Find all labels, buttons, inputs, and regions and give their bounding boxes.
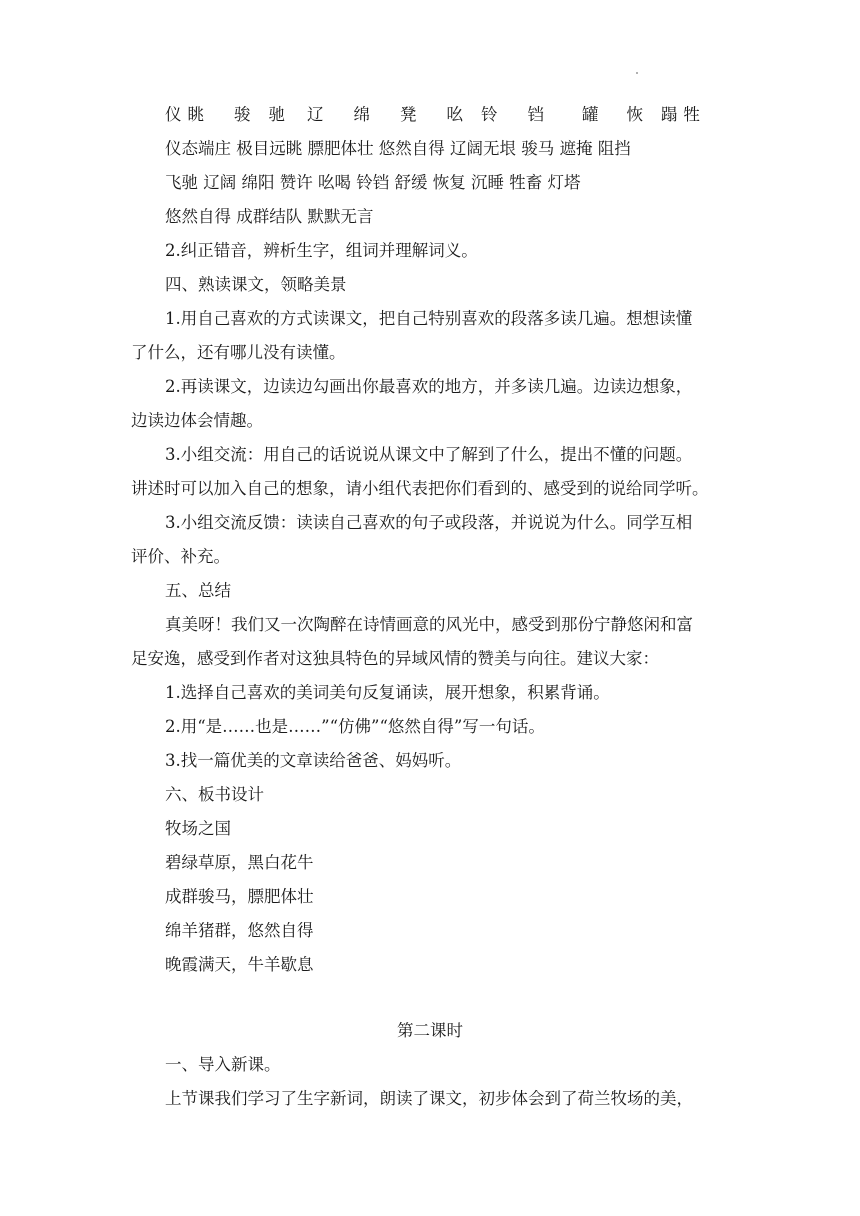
char: 辽 [307,105,324,124]
paragraph-line: 真美呀！我们又一次陶醉在诗情画意的风光中，感受到那份宁静悠闲和富 [165,615,693,634]
lesson-section-title: 第二课时 [397,1021,463,1040]
paragraph-line: 上节课我们学习了生字新词，朗读了课文，初步体会到了荷兰牧场的美， [165,1089,693,1108]
paragraph-line: 了什么，还有哪儿没有读懂。 [131,343,346,362]
board-design-line: 成群骏马，膘肥体壮 [165,887,314,906]
section-heading: 五、总结 [165,581,231,600]
char: 凳 [400,105,417,124]
paragraph-line: 3.小组交流：用自己的话说说从课文中了解到了什么，提出不懂的问题。 [165,445,693,464]
char: 驰 [268,105,285,124]
suggestion-line: 3.找一篇优美的文章读给爸爸、妈妈听。 [165,751,462,770]
vocabulary-line-1: 仪态端庄 极目远眺 膘肥体壮 悠然自得 辽阔无垠 骏马 遮掩 阻挡 [165,139,631,158]
vocabulary-line-2: 飞驰 辽阔 绵阳 赞许 吆喝 铃铛 舒缓 恢复 沉睡 牲畜 灯塔 [165,173,581,192]
char: 吆 [446,105,463,124]
section-heading: 四、熟读课文，领略美景 [165,275,347,294]
char: 骏 [234,105,251,124]
char: 眺 [187,105,204,124]
suggestion-line: 2.用“是……也是……”“仿佛”“悠然自得”写一句话。 [165,717,545,736]
page-mark [636,72,638,74]
paragraph-line: 2.再读课文，边读边勾画出你最喜欢的地方，并多读几遍。边读边想象， [165,377,693,396]
paragraph-line: 边读边体会情趣。 [131,411,263,430]
section-heading: 一、导入新课。 [165,1055,281,1074]
step-text: 2.纠正错音，辨析生字，组词并理解词义。 [165,241,478,260]
board-design-line: 晚霞满天，牛羊歇息 [165,955,314,974]
char: 罐 [582,105,599,124]
paragraph-line: 讲述时可以加入自己的想象，请小组代表把你们看到的、感受到的说给同学听。 [131,479,709,498]
char: 仪 [165,105,182,124]
suggestion-line: 1.选择自己喜欢的美词美句反复诵读，展开想象，积累背诵。 [165,683,610,702]
char: 恢 [626,105,643,124]
paragraph-line: 3.小组交流反馈：读读自己喜欢的句子或段落，并说说为什么。同学互相 [165,513,693,532]
char: 铛 [527,105,544,124]
new-characters-row [165,105,700,125]
paragraph-line: 足安逸，感受到作者对这独具特色的异域风情的赞美与向往。建议大家： [131,649,659,668]
paragraph-line: 评价、补充。 [131,547,230,566]
paragraph-line: 1.用自己喜欢的方式读课文，把自己特别喜欢的段落多读几遍。想想读懂 [165,309,693,328]
board-design-line: 绵羊猪群，悠然自得 [165,921,314,940]
board-design-line: 碧绿草原，黑白花牛 [165,853,314,872]
char: 蹋 [661,105,678,124]
char: 牲 [683,105,700,124]
board-design-line: 牧场之国 [165,819,231,838]
section-heading: 六、板书设计 [165,785,264,804]
char: 绵 [353,105,370,124]
char: 铃 [481,105,498,124]
vocabulary-line-3: 悠然自得 成群结队 默默无言 [165,207,374,226]
